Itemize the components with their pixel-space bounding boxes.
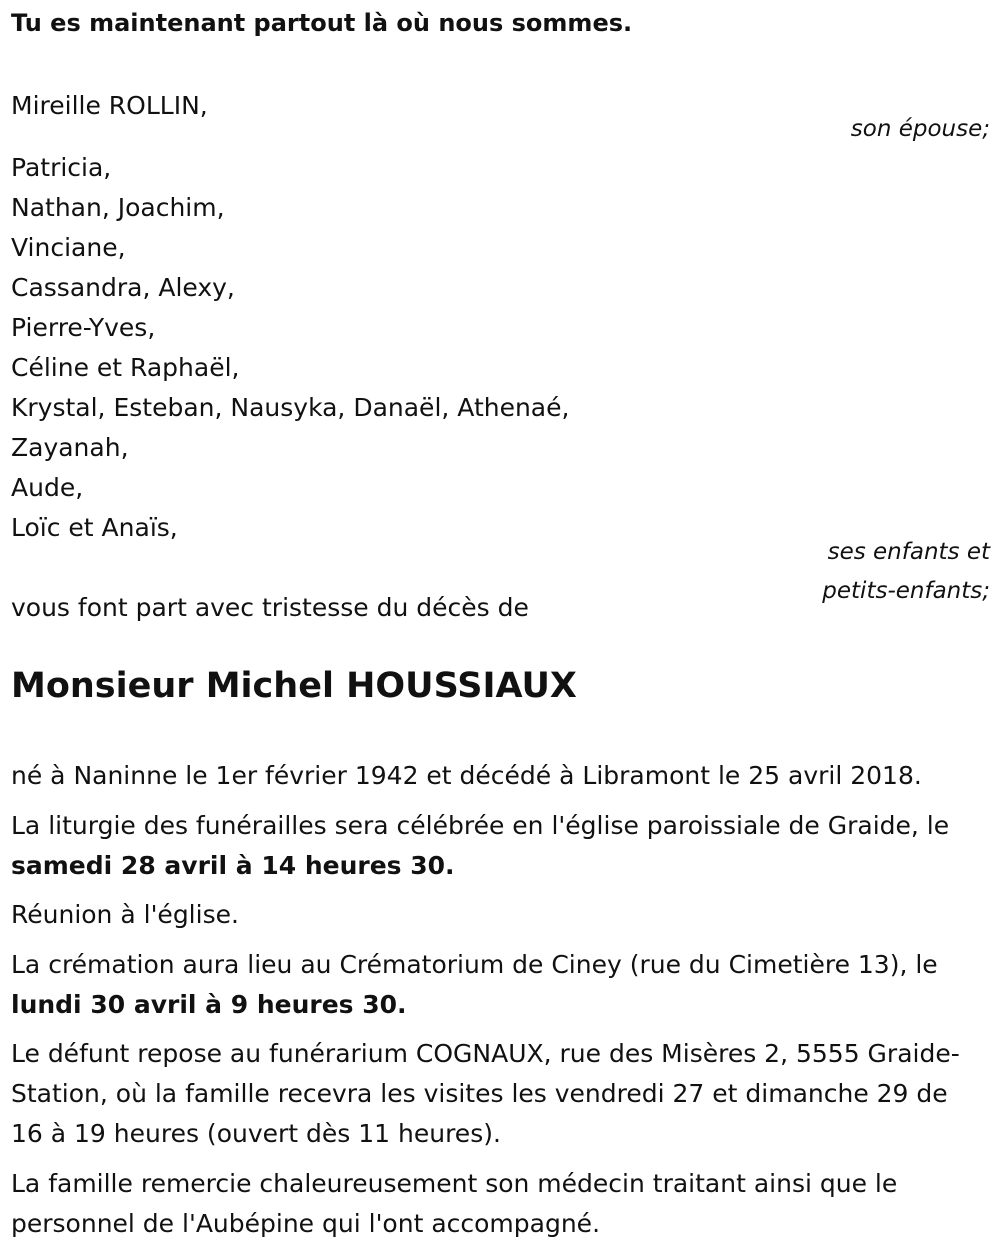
family-role-line1: ses enfants et [827, 539, 990, 565]
family-line: Céline et Raphaël, [11, 353, 240, 382]
cremation-paragraph [11, 945, 986, 1025]
liturgy-date: samedi 28 avril à 14 heures 30. [11, 851, 455, 880]
rest-paragraph: Le défunt repose au funérarium COGNAUX, rue des Misères 2, 5555 Graide-Station, où la famille recevra les visites les vendredi 27 et dimanche 29 de 16 à 19 heures (ouvert dès 11 heures). [11, 1039, 960, 1148]
family-line: Nathan, Joachim, [11, 193, 225, 222]
liturgy-text: La liturgie des funérailles sera célébrée en l'église paroissiale de Graide, le [11, 811, 950, 840]
family-line: Vinciane, [11, 233, 126, 262]
birth-paragraph: né à Naninne le 1er février 1942 et décédé à Libramont le 25 avril 2018. [11, 761, 922, 790]
family-line: Krystal, Esteban, Nausyka, Danaël, Athenaé, [11, 393, 570, 422]
family-line: Zayanah, [11, 433, 129, 462]
family-line: Pierre-Yves, [11, 313, 156, 342]
deceased-name: Monsieur Michel HOUSSIAUX [11, 666, 577, 706]
family-role-line2: petits-enfants; [822, 578, 990, 604]
family-line: Cassandra, Alexy, [11, 273, 235, 302]
family-line: Loïc et Anaïs, [11, 513, 178, 542]
family-line: Patricia, [11, 153, 112, 182]
thanks-paragraph: La famille remercie chaleureusement son médecin traitant ainsi que le personnel de l'Aubépine qui l'ont accompagné. [11, 1169, 898, 1238]
meeting-paragraph: Réunion à l'église. [11, 900, 239, 929]
cremation-text: La crémation aura lieu au Crématorium de Ciney (rue du Cimetière 13), le [11, 950, 938, 979]
spouse-role: son épouse; [850, 116, 990, 142]
announcement: vous font part avec tristesse du décès de [11, 593, 529, 622]
liturgy-paragraph [11, 806, 986, 886]
cremation-date: lundi 30 avril à 9 heures 30. [11, 990, 407, 1019]
spouse-name: Mireille ROLLIN, [11, 91, 208, 120]
family-line: Aude, [11, 473, 84, 502]
headline: Tu es maintenant partout là où nous sommes. [11, 9, 633, 37]
